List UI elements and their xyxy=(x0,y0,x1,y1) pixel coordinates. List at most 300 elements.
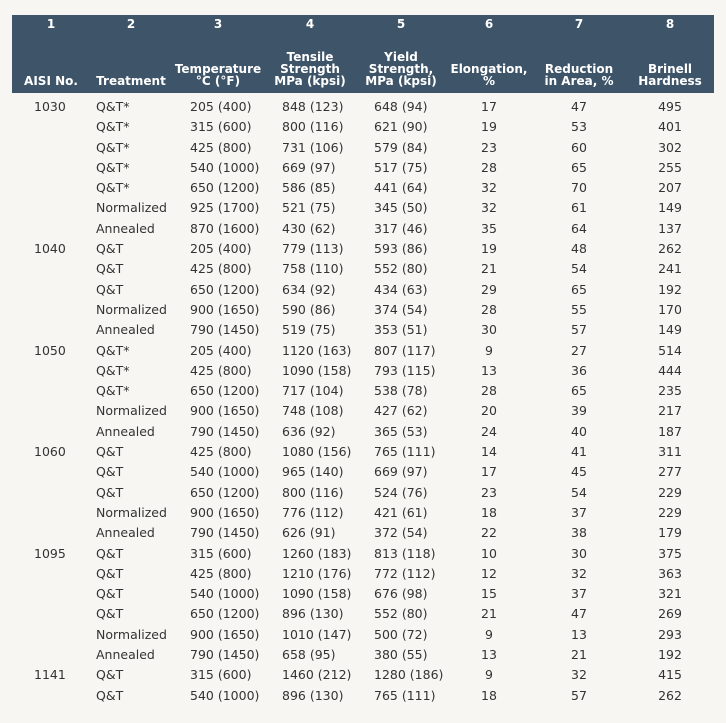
cell-aisi-no xyxy=(12,686,90,706)
cell-reduction-in-area: 36 xyxy=(571,362,587,378)
cell-elongation: 24 xyxy=(481,423,497,439)
cell-brinell-hardness: 229 xyxy=(658,504,682,520)
cell-tensile-strength: 748 (108) xyxy=(282,403,344,419)
cell-elongation: 17 xyxy=(481,99,497,114)
column-label-row xyxy=(12,34,714,93)
cell-tensile-strength: 717 (104) xyxy=(282,383,344,399)
cell-aisi-no xyxy=(12,320,90,340)
cell-temperature: 870 (1600) xyxy=(190,220,260,236)
table-row xyxy=(12,93,714,117)
cell-aisi-no xyxy=(12,604,90,624)
cell-aisi-no xyxy=(12,503,90,523)
column-number-aisi-no: 1 xyxy=(12,15,90,34)
cell-treatment: Q&T xyxy=(96,484,124,500)
cell-tensile-strength: 669 (97) xyxy=(282,159,336,175)
cell-elongation: 35 xyxy=(481,220,497,236)
cell-treatment: Normalized xyxy=(96,301,167,317)
cell-yield-strength: 579 (84) xyxy=(374,139,428,155)
cell-elongation: 32 xyxy=(481,200,497,216)
cell-reduction-in-area: 30 xyxy=(571,545,587,561)
cell-aisi-no xyxy=(12,625,90,645)
cell-treatment: Q&T xyxy=(96,444,124,460)
table-header xyxy=(12,15,714,93)
cell-treatment: Q&T xyxy=(96,565,124,581)
table-row xyxy=(12,422,714,442)
cell-yield-strength: 345 (50) xyxy=(374,200,428,216)
cell-temperature: 425 (800) xyxy=(190,139,252,155)
cell-reduction-in-area: 40 xyxy=(571,423,587,439)
cell-yield-strength: 552 (80) xyxy=(374,606,428,622)
table-row xyxy=(12,219,714,239)
cell-brinell-hardness: 311 xyxy=(658,444,682,460)
cell-temperature: 900 (1650) xyxy=(190,301,260,317)
cell-tensile-strength: 519 (75) xyxy=(282,322,336,338)
cell-reduction-in-area: 21 xyxy=(571,647,587,663)
column-header-brinell-hardness xyxy=(626,34,714,93)
cell-elongation: 28 xyxy=(481,383,497,399)
table-row xyxy=(12,320,714,340)
cell-treatment: Q&T* xyxy=(96,119,130,135)
cell-yield-strength: 793 (115) xyxy=(374,362,436,378)
table-row xyxy=(12,300,714,320)
cell-treatment: Q&T* xyxy=(96,139,130,155)
cell-temperature: 650 (1200) xyxy=(190,281,260,297)
cell-elongation: 32 xyxy=(481,180,497,196)
cell-elongation: 9 xyxy=(485,626,493,642)
cell-treatment: Q&T xyxy=(96,261,124,277)
cell-temperature: 900 (1650) xyxy=(190,403,260,419)
cell-treatment: Q&T xyxy=(96,545,124,561)
cell-aisi-no xyxy=(12,381,90,401)
cell-brinell-hardness: 302 xyxy=(658,139,682,155)
column-number-elongation: 6 xyxy=(446,15,532,34)
cell-reduction-in-area: 65 xyxy=(571,281,587,297)
cell-aisi-no xyxy=(12,462,90,482)
cell-yield-strength: 765 (111) xyxy=(374,444,436,460)
cell-treatment: Q&T xyxy=(96,667,124,683)
cell-aisi-no xyxy=(12,280,90,300)
cell-tensile-strength: 658 (95) xyxy=(282,647,336,663)
cell-tensile-strength: 521 (75) xyxy=(282,200,336,216)
cell-yield-strength: 380 (55) xyxy=(374,647,428,663)
cell-aisi-no: 1095 xyxy=(34,545,66,561)
cell-tensile-strength: 1460 (212) xyxy=(282,667,352,683)
cell-temperature: 900 (1650) xyxy=(190,504,260,520)
column-header-tensile-strength xyxy=(264,34,356,93)
cell-brinell-hardness: 255 xyxy=(658,159,682,175)
cell-tensile-strength: 776 (112) xyxy=(282,504,344,520)
cell-elongation: 20 xyxy=(481,403,497,419)
cell-yield-strength: 421 (61) xyxy=(374,504,428,520)
cell-aisi-no xyxy=(12,523,90,543)
cell-reduction-in-area: 64 xyxy=(571,220,587,236)
cell-aisi-no xyxy=(12,117,90,137)
table-row xyxy=(12,259,714,279)
cell-aisi-no: 1050 xyxy=(34,342,66,358)
cell-aisi-no: 1040 xyxy=(34,241,66,257)
table-row xyxy=(12,361,714,381)
cell-tensile-strength: 800 (116) xyxy=(282,484,344,500)
header-line: °C (°F) xyxy=(195,74,241,88)
header-line: Yield xyxy=(384,50,418,64)
cell-yield-strength: 552 (80) xyxy=(374,261,428,277)
table-row xyxy=(12,280,714,300)
cell-tensile-strength: 896 (130) xyxy=(282,606,344,622)
cell-elongation: 18 xyxy=(481,504,497,520)
cell-temperature: 425 (800) xyxy=(190,444,252,460)
column-number-tensile-strength: 4 xyxy=(264,15,356,34)
cell-aisi-no xyxy=(12,483,90,503)
cell-yield-strength: 353 (51) xyxy=(374,322,428,338)
cell-treatment: Q&T xyxy=(96,241,124,257)
table-row xyxy=(12,442,714,462)
cell-reduction-in-area: 54 xyxy=(571,484,587,500)
cell-yield-strength: 772 (112) xyxy=(374,565,436,581)
cell-brinell-hardness: 229 xyxy=(658,484,682,500)
cell-elongation: 15 xyxy=(481,586,497,602)
header-line: Strength, xyxy=(368,62,434,76)
table-row xyxy=(12,381,714,401)
cell-tensile-strength: 896 (130) xyxy=(282,687,344,703)
cell-yield-strength: 434 (63) xyxy=(374,281,428,297)
table-row xyxy=(12,584,714,604)
cell-yield-strength: 676 (98) xyxy=(374,586,428,602)
cell-elongation: 12 xyxy=(481,565,497,581)
table-row xyxy=(12,158,714,178)
cell-aisi-no xyxy=(12,300,90,320)
header-line: Treatment xyxy=(96,74,166,88)
column-header-temperature xyxy=(172,34,264,93)
cell-yield-strength: 500 (72) xyxy=(374,626,428,642)
cell-reduction-in-area: 54 xyxy=(571,261,587,277)
cell-yield-strength: 524 (76) xyxy=(374,484,428,500)
header-line: % xyxy=(482,74,496,88)
cell-reduction-in-area: 57 xyxy=(571,322,587,338)
column-number-treatment: 2 xyxy=(90,15,172,34)
cell-temperature: 650 (1200) xyxy=(190,383,260,399)
cell-elongation: 13 xyxy=(481,362,497,378)
cell-brinell-hardness: 321 xyxy=(658,586,682,602)
cell-yield-strength: 765 (111) xyxy=(374,687,436,703)
cell-yield-strength: 807 (117) xyxy=(374,342,436,358)
cell-treatment: Normalized xyxy=(96,626,167,642)
cell-aisi-no xyxy=(12,564,90,584)
cell-reduction-in-area: 47 xyxy=(571,606,587,622)
cell-temperature: 900 (1650) xyxy=(190,626,260,642)
table-row xyxy=(12,686,714,706)
table-row xyxy=(12,544,714,564)
cell-yield-strength: 317 (46) xyxy=(374,220,428,236)
cell-tensile-strength: 1010 (147) xyxy=(282,626,352,642)
header-line: Strength xyxy=(280,62,340,76)
cell-reduction-in-area: 57 xyxy=(571,687,587,703)
cell-temperature: 315 (600) xyxy=(190,545,252,561)
cell-reduction-in-area: 61 xyxy=(571,200,587,216)
cell-treatment: Q&T* xyxy=(96,180,130,196)
table-row xyxy=(12,341,714,361)
cell-tensile-strength: 1260 (183) xyxy=(282,545,352,561)
cell-brinell-hardness: 262 xyxy=(658,687,682,703)
cell-temperature: 425 (800) xyxy=(190,362,252,378)
cell-temperature: 540 (1000) xyxy=(190,586,260,602)
table-row xyxy=(12,503,714,523)
column-number-row xyxy=(12,15,714,34)
cell-tensile-strength: 731 (106) xyxy=(282,139,344,155)
cell-treatment: Q&T* xyxy=(96,159,130,175)
cell-elongation: 29 xyxy=(481,281,497,297)
cell-elongation: 9 xyxy=(485,667,493,683)
table-row xyxy=(12,401,714,421)
cell-elongation: 28 xyxy=(481,159,497,175)
cell-temperature: 540 (1000) xyxy=(190,159,260,175)
cell-temperature: 790 (1450) xyxy=(190,525,260,541)
cell-elongation: 18 xyxy=(481,687,497,703)
cell-tensile-strength: 758 (110) xyxy=(282,261,344,277)
cell-elongation: 28 xyxy=(481,301,497,317)
cell-temperature: 315 (600) xyxy=(190,119,252,135)
cell-aisi-no xyxy=(12,401,90,421)
cell-brinell-hardness: 241 xyxy=(658,261,682,277)
cell-yield-strength: 621 (90) xyxy=(374,119,428,135)
cell-brinell-hardness: 149 xyxy=(658,200,682,216)
cell-treatment: Annealed xyxy=(96,423,155,439)
cell-elongation: 9 xyxy=(485,342,493,358)
cell-temperature: 540 (1000) xyxy=(190,464,260,480)
header-line: Elongation, xyxy=(450,62,528,76)
cell-brinell-hardness: 137 xyxy=(658,220,682,236)
cell-reduction-in-area: 32 xyxy=(571,565,587,581)
cell-brinell-hardness: 192 xyxy=(658,281,682,297)
cell-yield-strength: 517 (75) xyxy=(374,159,428,175)
cell-reduction-in-area: 60 xyxy=(571,139,587,155)
cell-brinell-hardness: 415 xyxy=(658,667,682,683)
cell-tensile-strength: 779 (113) xyxy=(282,241,344,257)
table-body xyxy=(12,93,714,706)
table-row xyxy=(12,523,714,543)
table-row xyxy=(12,604,714,624)
cell-brinell-hardness: 277 xyxy=(658,464,682,480)
cell-brinell-hardness: 217 xyxy=(658,403,682,419)
cell-elongation: 21 xyxy=(481,261,497,277)
header-line: Tensile xyxy=(286,50,334,64)
cell-yield-strength: 813 (118) xyxy=(374,545,436,561)
cell-reduction-in-area: 53 xyxy=(571,119,587,135)
cell-aisi-no xyxy=(12,158,90,178)
cell-aisi-no: 1141 xyxy=(34,667,66,683)
cell-brinell-hardness: 363 xyxy=(658,565,682,581)
cell-aisi-no xyxy=(12,645,90,665)
cell-treatment: Q&T xyxy=(96,687,124,703)
cell-reduction-in-area: 65 xyxy=(571,159,587,175)
column-number-yield-strength: 5 xyxy=(356,15,446,34)
cell-treatment: Annealed xyxy=(96,322,155,338)
cell-brinell-hardness: 495 xyxy=(658,99,682,114)
steel-properties-table xyxy=(12,15,714,706)
cell-temperature: 650 (1200) xyxy=(190,606,260,622)
cell-treatment: Q&T xyxy=(96,464,124,480)
cell-reduction-in-area: 32 xyxy=(571,667,587,683)
cell-temperature: 650 (1200) xyxy=(190,180,260,196)
cell-temperature: 205 (400) xyxy=(190,99,252,114)
cell-reduction-in-area: 13 xyxy=(571,626,587,642)
cell-aisi-no xyxy=(12,219,90,239)
cell-brinell-hardness: 207 xyxy=(658,180,682,196)
cell-aisi-no xyxy=(12,259,90,279)
cell-yield-strength: 1280 (186) xyxy=(374,667,444,683)
cell-temperature: 425 (800) xyxy=(190,565,252,581)
cell-reduction-in-area: 37 xyxy=(571,586,587,602)
header-line: Temperature xyxy=(174,62,262,76)
cell-elongation: 17 xyxy=(481,464,497,480)
cell-treatment: Annealed xyxy=(96,525,155,541)
cell-reduction-in-area: 47 xyxy=(571,99,587,114)
cell-elongation: 30 xyxy=(481,322,497,338)
cell-aisi-no xyxy=(12,422,90,442)
cell-temperature: 205 (400) xyxy=(190,342,252,358)
column-number-temperature: 3 xyxy=(172,15,264,34)
cell-temperature: 790 (1450) xyxy=(190,647,260,663)
header-line: Brinell xyxy=(647,62,693,76)
cell-elongation: 23 xyxy=(481,484,497,500)
cell-tensile-strength: 1080 (156) xyxy=(282,444,352,460)
cell-treatment: Q&T xyxy=(96,586,124,602)
cell-treatment: Q&T* xyxy=(96,342,130,358)
table-row xyxy=(12,483,714,503)
cell-reduction-in-area: 27 xyxy=(571,342,587,358)
cell-temperature: 790 (1450) xyxy=(190,322,260,338)
cell-reduction-in-area: 48 xyxy=(571,241,587,257)
cell-tensile-strength: 848 (123) xyxy=(282,99,344,114)
cell-tensile-strength: 800 (116) xyxy=(282,119,344,135)
header-line: MPa (kpsi) xyxy=(365,74,437,88)
column-header-treatment xyxy=(90,34,172,93)
table-row xyxy=(12,117,714,137)
cell-elongation: 19 xyxy=(481,241,497,257)
header-line: MPa (kpsi) xyxy=(274,74,346,88)
cell-aisi-no xyxy=(12,584,90,604)
cell-temperature: 650 (1200) xyxy=(190,484,260,500)
cell-treatment: Q&T* xyxy=(96,383,130,399)
table-row xyxy=(12,138,714,158)
header-line: Reduction xyxy=(544,62,614,76)
table-row xyxy=(12,198,714,218)
cell-yield-strength: 538 (78) xyxy=(374,383,428,399)
cell-tensile-strength: 1210 (176) xyxy=(282,565,352,581)
column-header-aisi-no xyxy=(12,34,90,93)
cell-tensile-strength: 634 (92) xyxy=(282,281,336,297)
header-line: Hardness xyxy=(638,74,702,88)
cell-brinell-hardness: 170 xyxy=(658,301,682,317)
cell-treatment: Q&T xyxy=(96,281,124,297)
cell-tensile-strength: 1120 (163) xyxy=(282,342,352,358)
cell-brinell-hardness: 293 xyxy=(658,626,682,642)
cell-brinell-hardness: 444 xyxy=(658,362,682,378)
cell-reduction-in-area: 38 xyxy=(571,525,587,541)
cell-yield-strength: 374 (54) xyxy=(374,301,428,317)
cell-treatment: Annealed xyxy=(96,220,155,236)
cell-treatment: Normalized xyxy=(96,200,167,216)
cell-aisi-no: 1060 xyxy=(34,444,66,460)
cell-treatment: Q&T* xyxy=(96,362,130,378)
column-number-reduction-in-area: 7 xyxy=(532,15,626,34)
cell-aisi-no: 1030 xyxy=(34,99,66,114)
cell-brinell-hardness: 269 xyxy=(658,606,682,622)
cell-treatment: Annealed xyxy=(96,647,155,663)
cell-temperature: 315 (600) xyxy=(190,667,252,683)
cell-tensile-strength: 586 (85) xyxy=(282,180,336,196)
cell-tensile-strength: 430 (62) xyxy=(282,220,336,236)
cell-reduction-in-area: 55 xyxy=(571,301,587,317)
cell-tensile-strength: 626 (91) xyxy=(282,525,336,541)
cell-temperature: 540 (1000) xyxy=(190,687,260,703)
cell-yield-strength: 593 (86) xyxy=(374,241,428,257)
cell-elongation: 21 xyxy=(481,606,497,622)
cell-reduction-in-area: 39 xyxy=(571,403,587,419)
cell-treatment: Q&T xyxy=(96,606,124,622)
cell-reduction-in-area: 41 xyxy=(571,444,587,460)
cell-tensile-strength: 590 (86) xyxy=(282,301,336,317)
cell-brinell-hardness: 375 xyxy=(658,545,682,561)
column-header-yield-strength xyxy=(356,34,446,93)
cell-yield-strength: 648 (94) xyxy=(374,99,428,114)
cell-temperature: 205 (400) xyxy=(190,241,252,257)
cell-reduction-in-area: 45 xyxy=(571,464,587,480)
cell-temperature: 925 (1700) xyxy=(190,200,260,216)
table-row xyxy=(12,645,714,665)
cell-yield-strength: 427 (62) xyxy=(374,403,428,419)
cell-brinell-hardness: 401 xyxy=(658,119,682,135)
cell-aisi-no xyxy=(12,138,90,158)
cell-tensile-strength: 1090 (158) xyxy=(282,362,352,378)
cell-elongation: 14 xyxy=(481,444,497,460)
cell-treatment: Q&T* xyxy=(96,99,130,114)
table-row xyxy=(12,665,714,685)
cell-brinell-hardness: 514 xyxy=(658,342,682,358)
cell-aisi-no xyxy=(12,198,90,218)
cell-elongation: 13 xyxy=(481,647,497,663)
cell-brinell-hardness: 235 xyxy=(658,383,682,399)
cell-aisi-no xyxy=(12,178,90,198)
header-line: in Area, % xyxy=(544,74,614,88)
table-row xyxy=(12,462,714,482)
cell-yield-strength: 441 (64) xyxy=(374,180,428,196)
column-header-elongation xyxy=(446,34,532,93)
cell-brinell-hardness: 192 xyxy=(658,647,682,663)
cell-reduction-in-area: 65 xyxy=(571,383,587,399)
cell-treatment: Normalized xyxy=(96,504,167,520)
table-row xyxy=(12,239,714,259)
cell-yield-strength: 372 (54) xyxy=(374,525,428,541)
cell-temperature: 425 (800) xyxy=(190,261,252,277)
table-row xyxy=(12,178,714,198)
cell-elongation: 19 xyxy=(481,119,497,135)
table-row xyxy=(12,625,714,645)
column-number-brinell-hardness: 8 xyxy=(626,15,714,34)
cell-temperature: 790 (1450) xyxy=(190,423,260,439)
cell-tensile-strength: 636 (92) xyxy=(282,423,336,439)
cell-brinell-hardness: 179 xyxy=(658,525,682,541)
cell-brinell-hardness: 262 xyxy=(658,241,682,257)
properties-table-sheet xyxy=(12,15,714,706)
cell-brinell-hardness: 149 xyxy=(658,322,682,338)
cell-tensile-strength: 1090 (158) xyxy=(282,586,352,602)
column-header-reduction-in-area xyxy=(532,34,626,93)
cell-brinell-hardness: 187 xyxy=(658,423,682,439)
cell-yield-strength: 669 (97) xyxy=(374,464,428,480)
cell-reduction-in-area: 70 xyxy=(571,180,587,196)
header-line: AISI No. xyxy=(24,74,78,88)
cell-aisi-no xyxy=(12,361,90,381)
